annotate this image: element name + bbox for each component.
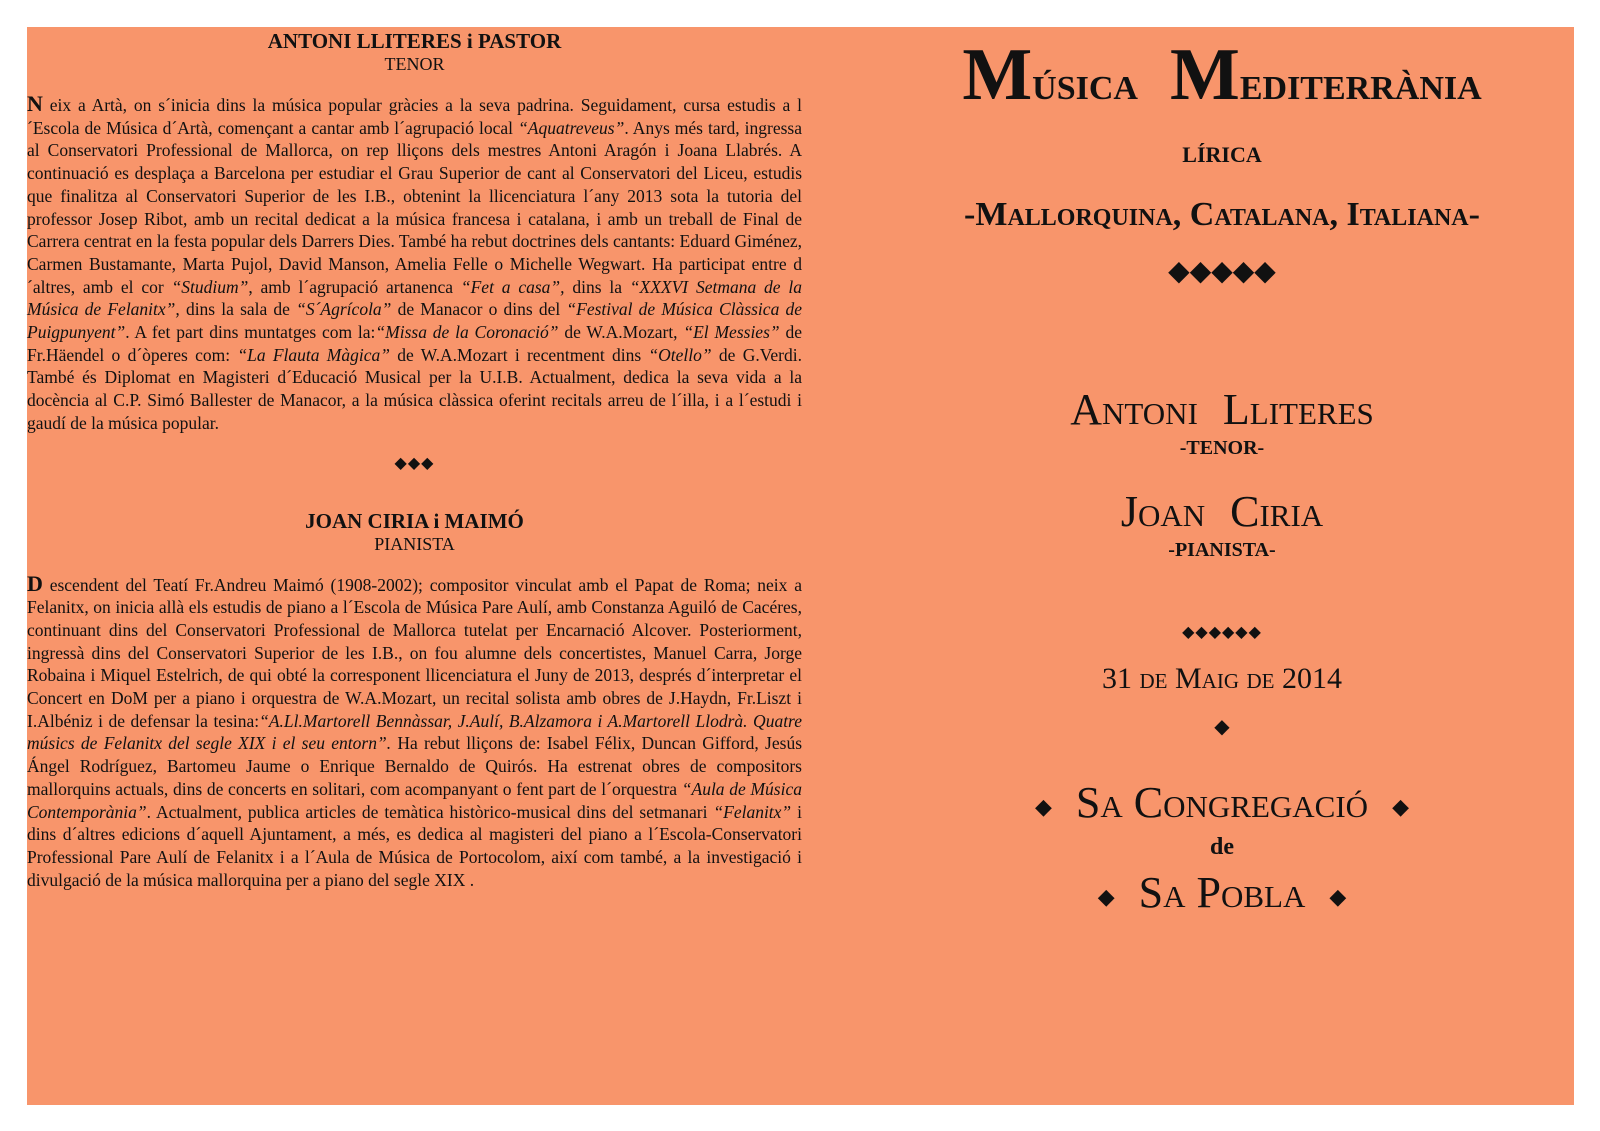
bio1-segment: “Otello” xyxy=(648,344,712,365)
venue-de: de xyxy=(1210,834,1234,860)
performer1-role: -TENOR- xyxy=(1179,437,1265,459)
bio1-segment: “El Messies” xyxy=(683,322,780,343)
diamond-left-1: ◆ xyxy=(1035,793,1052,819)
bio1-segment: dins la xyxy=(564,276,630,297)
title-rest-1: úsica xyxy=(1032,57,1138,110)
bio1-segment: . A fet part dins muntatges com la: xyxy=(125,322,376,343)
program-sheet xyxy=(27,27,1574,1105)
bio1-segment: dins la sala de xyxy=(179,299,297,320)
concert-date: 31 de Maig de 2014 xyxy=(1102,662,1342,695)
bio1-segment: , amb l´agrupació artanenca xyxy=(248,276,461,297)
venue-line2 xyxy=(922,867,1522,918)
performer2-block xyxy=(922,486,1522,562)
bio2-segment: . xyxy=(469,869,475,890)
bio1-segment: “Studium” xyxy=(171,276,249,297)
bio1-dropcap: N xyxy=(27,91,43,116)
separator-ornament: ◆◆◆ xyxy=(394,454,435,472)
biographies-column xyxy=(27,29,802,891)
venue-line1-text: Sa Congregació xyxy=(1075,778,1369,827)
diamond-left-2: ◆ xyxy=(1097,883,1115,909)
bio2-name: JOAN CIRIA i MAIMÓ xyxy=(305,508,524,533)
performer2-role: -PIANISTA- xyxy=(1168,539,1276,561)
venue-line1 xyxy=(922,777,1522,828)
bio1-segment: “Missa de la Coronació” xyxy=(375,322,559,343)
subtitle: LÍRICA xyxy=(1182,142,1262,167)
bio1-segment: de G.Verdi. També és Diplomat en Magisteri d´Educació Musical per la U.I.B. Actualment, dedica la seva vida a la docència al C.P. Simó Ballester de Manacor, a la música clàssica oferint recitals arreu de l´illa, i a l´estudi i gaudí de la música popular. xyxy=(27,344,802,433)
concert-title xyxy=(922,34,1522,116)
bio1-text xyxy=(27,93,802,435)
regions-line: -Mallorquina, Catalana, Italiana- xyxy=(964,196,1480,233)
bio2-dropcap: D xyxy=(27,570,43,596)
bio1-segment: “Fet a casa”, xyxy=(460,276,565,297)
bio1-segment: de Manacor o dins del xyxy=(391,299,567,320)
bio2-segment: “Aula de Música Contemporània” xyxy=(27,778,802,822)
venue-line2-text: Sa Pobla xyxy=(1138,868,1306,917)
ornament-single: ◆ xyxy=(1214,716,1230,738)
bio2-segment: . Actualment, publica articles de temàtica històrico-musical dins del setmanari xyxy=(146,801,714,822)
bio2-segment: “Felanitx” xyxy=(713,801,792,822)
cover-column xyxy=(922,27,1522,918)
bio2-role: PIANISTA xyxy=(374,533,455,554)
venue-block xyxy=(922,777,1522,918)
bio1-segment: . Anys més tard, ingressa al Conservatori Professional de Mallorca, on rep lliçons dels mestres Antoni Aragón i Joana Llabrés. A continuació es desplaça a Barcelona per estudiar el Grau Superior de cant al Conservatori del Liceu, estudis que finalitza al Conservatori Superior de les I.B., obtenint la llicenciatura l´any 2013 sota la tutoria del professor Josep Ribot, amb un recital dedicat a la música francesa i catalana, i amb un treball de Final de Carrera centrat en la festa popular dels Darrers Dies. També ha rebut doctrines dels cantants: Eduard Giménez, Carmen Bustamante, Marta Pujol, David Manson, Amelia Felle o Michelle Wegwart. Ha participat entre d´altres, amb el cor xyxy=(27,117,802,297)
diamond-right-1: ◆ xyxy=(1392,793,1409,819)
bio1-role: TENOR xyxy=(384,54,445,74)
performer2-name: Joan Ciria xyxy=(1120,487,1324,536)
bio2-segment: Ha rebut lliçons de: Isabel Félix, Duncan Gifford, Jesús Ángel Rodríguez, Bartomeu Jaume o Enrique Bernaldo de Quirós. Ha estrenat obres de compositors mallorquins actuals, dins de concerts en solitari, com acompanyant o fent part de l´orquestra xyxy=(27,733,802,799)
bio1-segment: de W.A.Mozart, xyxy=(558,322,684,343)
performer1-name: Antoni Lliteres xyxy=(1070,385,1374,434)
title-initial-2: M xyxy=(1169,34,1240,116)
bio2-segment: i dins d´altres edicions d´aquell Ajuntament, a més, es dedica al magisteri del piano a l´Escola-Conservatori Professional Pare Aulí de Felanitx i a l´Aula de Música de Portocolom, així com també, a la investigació i divulgació de la música mallorquina per a piano del segle XIX xyxy=(27,801,802,890)
bio1-name: ANTONI LLITERES i PASTOR xyxy=(267,29,562,53)
diamond-right-2: ◆ xyxy=(1329,883,1347,909)
bio1-segment: “XXXVI Setmana de la Música de Felanitx”, xyxy=(27,276,802,320)
bio1-segment: eix a Artà, on s´inicia dins la música popular gràcies a la seva padrina. Seguidament, cursa estudis a l´Escola de Música d´Artà, començant a cantar amb l´agrupació local xyxy=(27,95,803,138)
ornament-top: ◆◆◆◆◆ xyxy=(1168,256,1276,287)
bio2-text xyxy=(27,570,802,892)
bio2-segment: “A.Ll.Martorell Bennàssar, J.Aulí, B.Alzamora i A.Martorell Llodrà. Quatre músics de Felanitx del segle XIX i el seu entorn”. xyxy=(27,710,802,754)
title-initial-1: M xyxy=(962,34,1033,116)
bio1-segment: de Fr.Häendel o d´òperes com: xyxy=(27,322,802,365)
bio1-segment: “Aquatreveus” xyxy=(518,117,625,138)
bio1-segment: “La Flauta Màgica” xyxy=(237,344,390,365)
ornament-mid: ◆◆◆◆◆◆ xyxy=(1182,624,1262,641)
bio2-segment: escendent del Teatí Fr.Andreu Maimó (1908-2002); compositor vinculat amb el Papat de Roma; neix a Felanitx, on inicia allà els estudis de piano a l´Escola de Música Pare Aulí, amb Constanza Aguiló de Cacéres, continuant dins del Conservatori Professional de Mallorca tutelat per Encarnació Alcover. Posteriorment, ingressà dins del Conservatori Superior de les I.B., on fou alumne dels concertistes, Manuel Carra, Jorge Robaina i Miquel Estelrich, de qui obté la corresponent llicenciatura el Juny de 2013, després d´interpretar el Concert en DoM per a piano i orquestra de W.A.Mozart, un recital solista amb obres de J.Haydn, Fr.Liszt i I.Albéniz i de defensar la tesina: xyxy=(27,574,802,731)
performer1-block xyxy=(922,384,1522,460)
bio1-segment: “S´Agrícola” xyxy=(296,299,392,320)
title-rest-2: editerrània xyxy=(1239,57,1482,110)
bio1-segment: “Festival de Música Clàssica de Puigpunyent” xyxy=(27,299,802,343)
bio1-segment: de W.A.Mozart i recentment dins xyxy=(389,344,649,365)
